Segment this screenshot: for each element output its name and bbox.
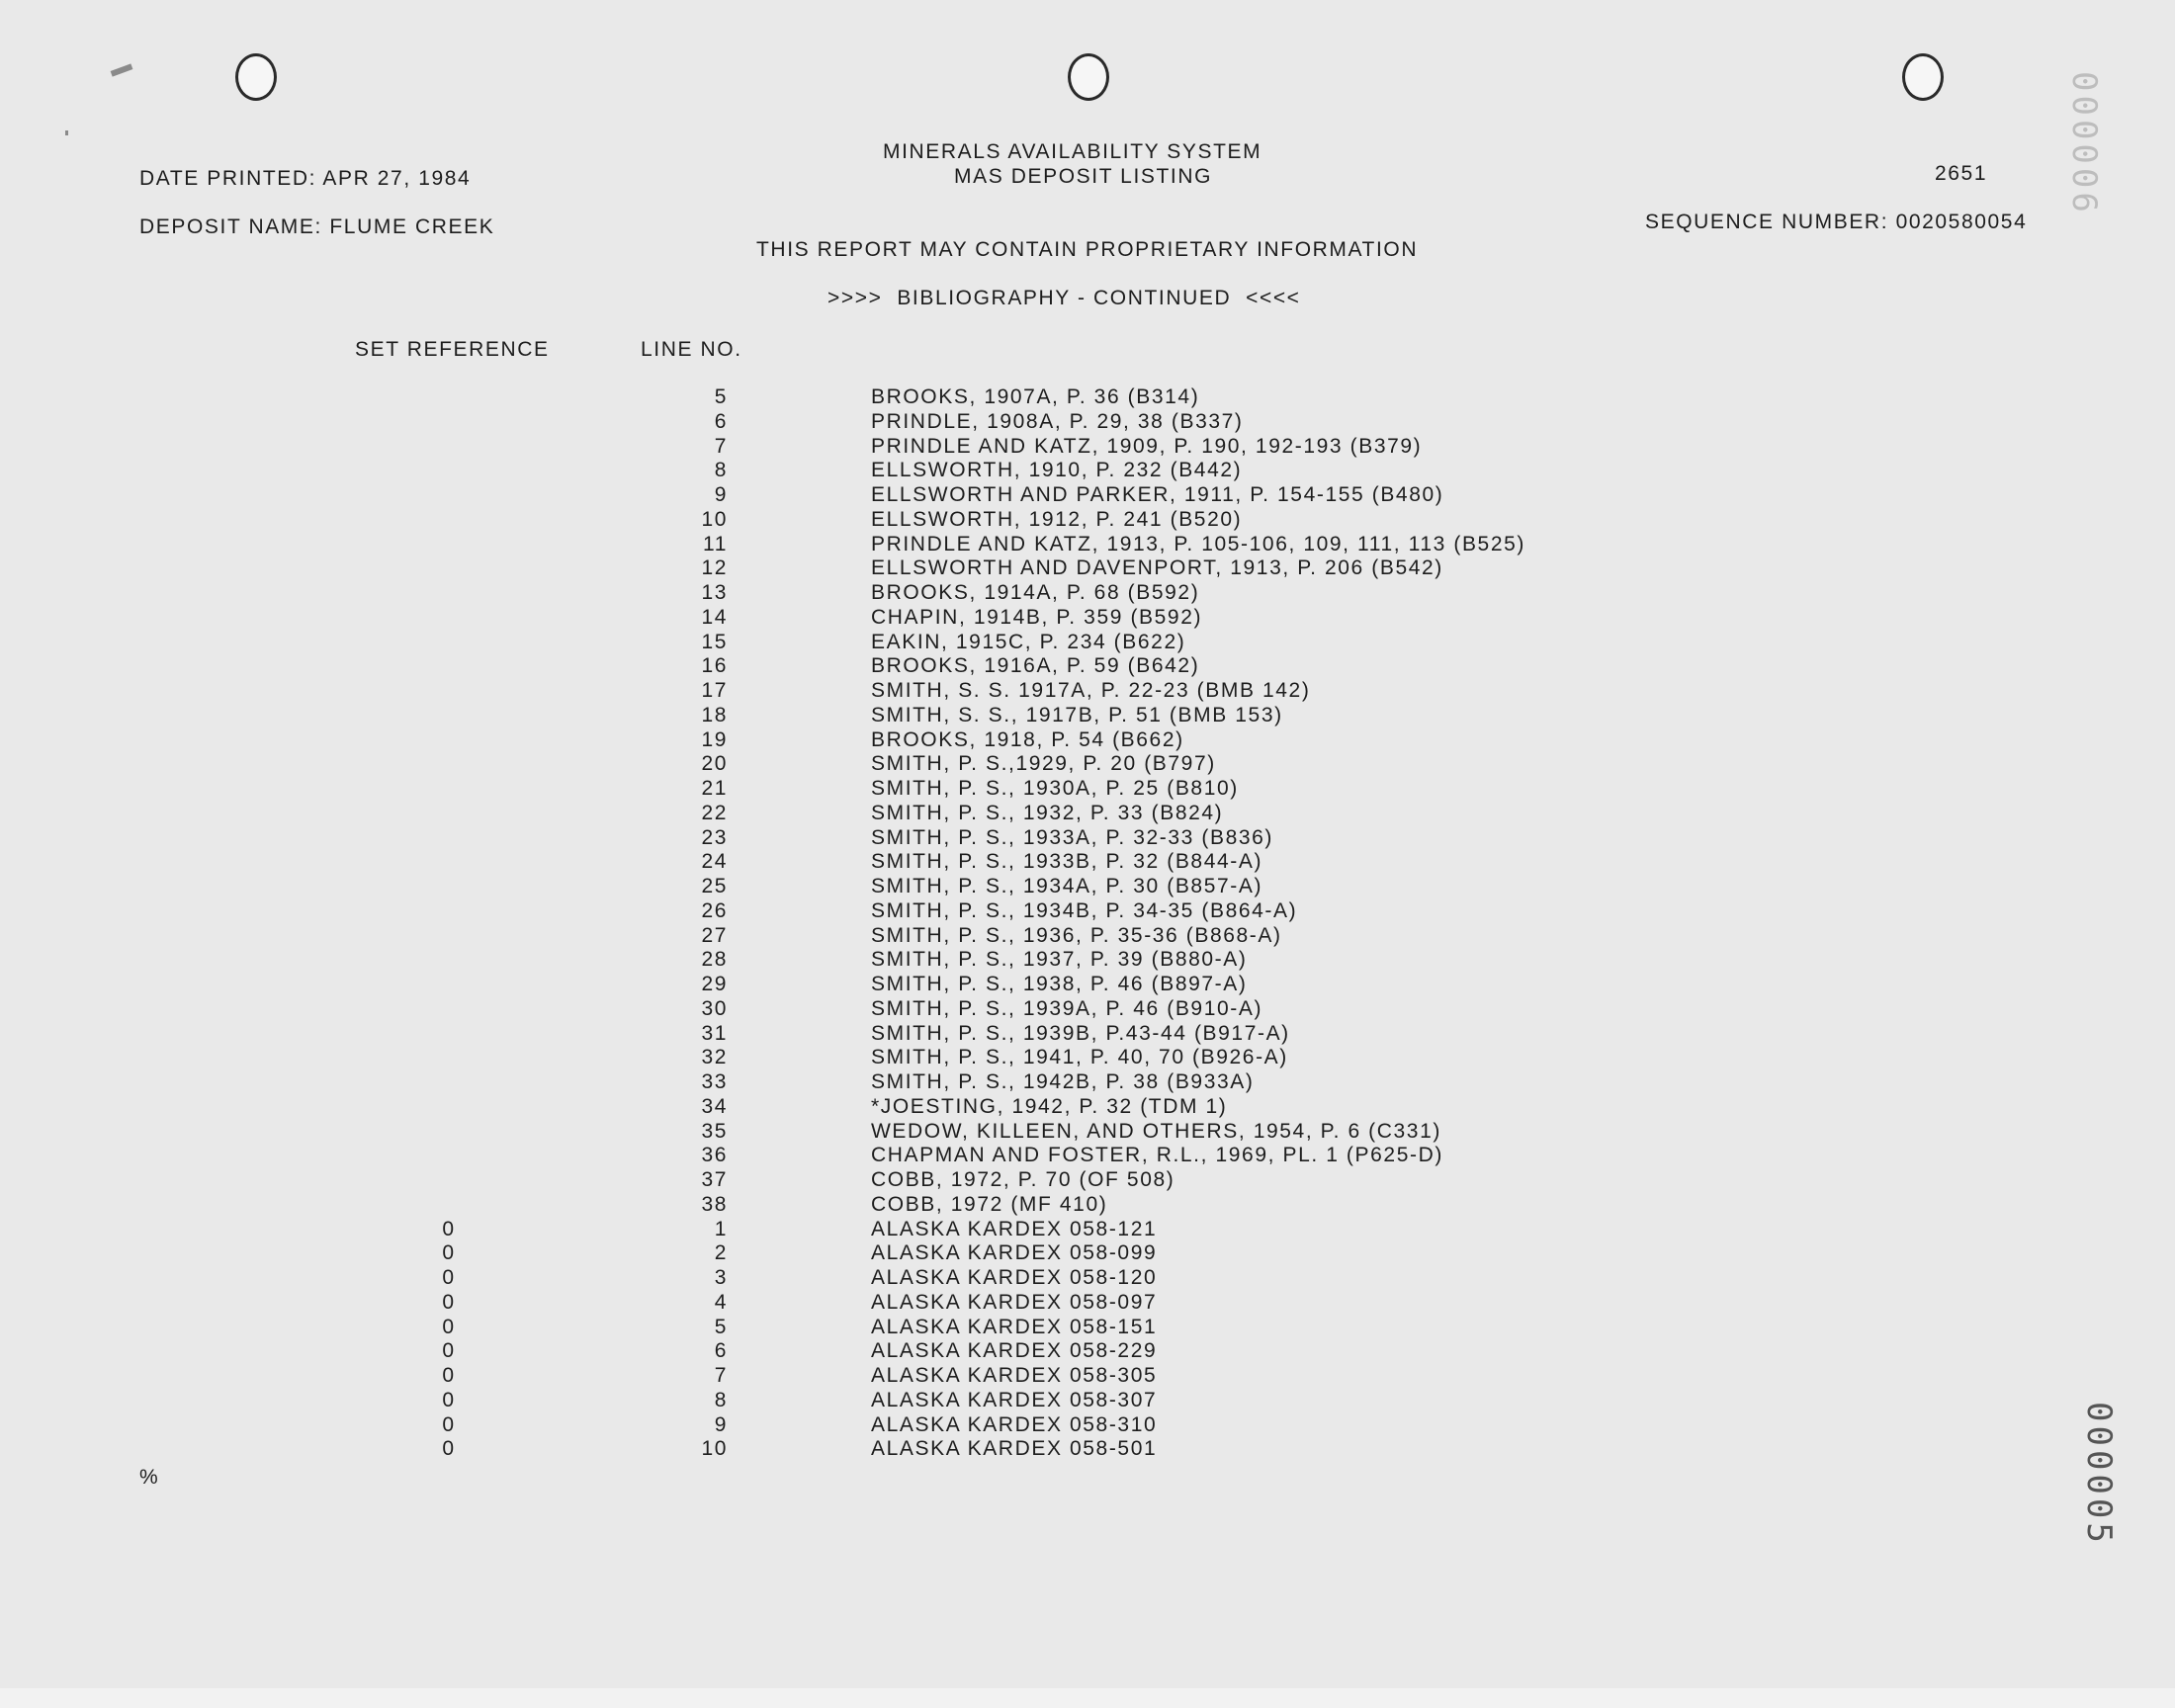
percent-mark: % xyxy=(139,1466,160,1489)
line-number-cell: 37 xyxy=(701,1168,728,1191)
line-number-cell: 22 xyxy=(701,801,728,824)
table-row xyxy=(0,849,1780,874)
table-row xyxy=(0,972,1780,996)
table-row xyxy=(0,1143,1780,1167)
line-number-cell: 5 xyxy=(714,1315,728,1338)
set-reference-cell: 0 xyxy=(442,1315,456,1338)
line-number-cell: 8 xyxy=(714,1388,728,1411)
set-reference-cell: 0 xyxy=(442,1339,456,1363)
table-row xyxy=(0,507,1780,532)
column-header-set-reference: SET REFERENCE xyxy=(355,338,550,361)
set-reference-cell: 0 xyxy=(442,1412,456,1436)
table-row xyxy=(0,996,1780,1021)
line-number-cell: 9 xyxy=(714,1412,728,1436)
citation-cell: SMITH, S. S., 1917B, P. 51 (BMB 153) xyxy=(871,703,1283,726)
citation-cell: ALASKA KARDEX 058-097 xyxy=(871,1290,1158,1314)
line-number-cell: 10 xyxy=(701,1437,728,1461)
system-title: MINERALS AVAILABILITY SYSTEM xyxy=(883,140,1262,163)
line-number-cell: 6 xyxy=(714,1339,728,1363)
citation-cell: SMITH, P. S., 1932, P. 33 (B824) xyxy=(871,801,1224,824)
punch-hole-center xyxy=(1068,53,1109,101)
table-row xyxy=(0,1045,1780,1069)
set-reference-cell: 0 xyxy=(442,1266,456,1289)
citation-cell: CHAPIN, 1914B, P. 359 (B592) xyxy=(871,605,1203,629)
line-number-cell: 18 xyxy=(701,703,728,726)
table-row xyxy=(0,653,1780,678)
set-reference-cell: 0 xyxy=(442,1217,456,1240)
line-number-cell: 36 xyxy=(701,1144,728,1167)
table-row xyxy=(0,1290,1780,1315)
citation-cell: ELLSWORTH, 1912, P. 241 (B520) xyxy=(871,507,1243,531)
table-row xyxy=(0,776,1780,801)
citation-cell: SMITH, P. S., 1939A, P. 46 (B910-A) xyxy=(871,996,1263,1020)
table-row xyxy=(0,1436,1780,1461)
line-number-cell: 3 xyxy=(714,1266,728,1289)
page-stamp-faint: 000006 xyxy=(2064,71,2104,216)
citation-cell: SMITH, P. S.,1929, P. 20 (B797) xyxy=(871,752,1216,776)
citation-cell: ALASKA KARDEX 058-501 xyxy=(871,1437,1158,1461)
line-number-cell: 38 xyxy=(701,1192,728,1216)
table-row xyxy=(0,434,1780,459)
line-number-cell: 16 xyxy=(701,654,728,678)
citation-cell: ELLSWORTH, 1910, P. 232 (B442) xyxy=(871,459,1243,482)
line-number-cell: 4 xyxy=(714,1290,728,1314)
citation-cell: ALASKA KARDEX 058-120 xyxy=(871,1266,1158,1289)
citation-cell: COBB, 1972, P. 70 (OF 508) xyxy=(871,1168,1175,1191)
line-number-cell: 17 xyxy=(701,679,728,702)
line-number-cell: 21 xyxy=(701,777,728,800)
line-number-cell: 6 xyxy=(714,409,728,433)
punch-hole-left xyxy=(235,53,277,101)
line-number-cell: 25 xyxy=(701,875,728,897)
table-row xyxy=(0,727,1780,752)
line-number-cell: 9 xyxy=(714,483,728,506)
table-row xyxy=(0,947,1780,972)
line-number-cell: 14 xyxy=(701,605,728,629)
table-row xyxy=(0,555,1780,580)
citation-cell: SMITH, P. S., 1934B, P. 34-35 (B864-A) xyxy=(871,898,1298,922)
line-number-cell: 28 xyxy=(701,948,728,972)
citation-cell: BROOKS, 1916A, P. 59 (B642) xyxy=(871,654,1200,678)
table-row xyxy=(0,1069,1780,1094)
line-number-cell: 23 xyxy=(701,825,728,849)
citation-cell: SMITH, P. S., 1939B, P.43-44 (B917-A) xyxy=(871,1021,1290,1045)
table-row xyxy=(0,532,1780,556)
table-row xyxy=(0,751,1780,776)
page-number: 2651 xyxy=(1935,162,1988,185)
citation-cell: ALASKA KARDEX 058-121 xyxy=(871,1217,1158,1240)
citation-cell: SMITH, P. S., 1938, P. 46 (B897-A) xyxy=(871,973,1248,995)
section-title: >>>> BIBLIOGRAPHY - CONTINUED <<<< xyxy=(827,287,1301,309)
table-row xyxy=(0,1315,1780,1339)
table-row xyxy=(0,409,1780,434)
line-number-cell: 2 xyxy=(714,1241,728,1265)
date-printed: DATE PRINTED: APR 27, 1984 xyxy=(139,167,472,190)
citation-cell: ALASKA KARDEX 058-307 xyxy=(871,1388,1158,1411)
citation-cell: BROOKS, 1918, P. 54 (B662) xyxy=(871,727,1184,751)
citation-cell: BROOKS, 1914A, P. 68 (B592) xyxy=(871,581,1200,604)
citation-cell: COBB, 1972 (MF 410) xyxy=(871,1192,1108,1216)
citation-cell: ALASKA KARDEX 058-305 xyxy=(871,1364,1158,1387)
citation-cell: SMITH, P. S., 1933A, P. 32-33 (B836) xyxy=(871,825,1274,849)
column-header-line-no: LINE NO. xyxy=(641,338,742,361)
table-row xyxy=(0,1363,1780,1388)
citation-cell: ALASKA KARDEX 058-310 xyxy=(871,1412,1158,1436)
citation-cell: SMITH, P. S., 1933B, P. 32 (B844-A) xyxy=(871,850,1263,874)
citation-cell: CHAPMAN AND FOSTER, R.L., 1969, PL. 1 (P625-D) xyxy=(871,1144,1443,1167)
citation-cell: PRINDLE AND KATZ, 1909, P. 190, 192-193 (B379) xyxy=(871,434,1423,458)
citation-cell: SMITH, P. S., 1942B, P. 38 (B933A) xyxy=(871,1070,1255,1093)
table-row xyxy=(0,1021,1780,1046)
page-stamp-number: 000005 xyxy=(2079,1402,2119,1547)
table-row xyxy=(0,458,1780,482)
citation-cell: *JOESTING, 1942, P. 32 (TDM 1) xyxy=(871,1094,1228,1118)
citation-cell: SMITH, P. S., 1934A, P. 30 (B857-A) xyxy=(871,875,1263,897)
table-row xyxy=(0,1119,1780,1144)
citation-cell: BROOKS, 1907A, P. 36 (B314) xyxy=(871,385,1200,408)
set-reference-cell: 0 xyxy=(442,1364,456,1387)
table-row xyxy=(0,1167,1780,1192)
table-row xyxy=(0,384,1780,409)
line-number-cell: 35 xyxy=(701,1119,728,1143)
table-row xyxy=(0,1412,1780,1437)
citation-cell: ALASKA KARDEX 058-099 xyxy=(871,1241,1158,1265)
sequence-number: SEQUENCE NUMBER: 0020580054 xyxy=(1645,211,2028,233)
citation-cell: ALASKA KARDEX 058-151 xyxy=(871,1315,1158,1338)
line-number-cell: 32 xyxy=(701,1046,728,1069)
table-row xyxy=(0,605,1780,630)
line-number-cell: 15 xyxy=(701,630,728,653)
line-number-cell: 12 xyxy=(701,556,728,580)
listing-title: MAS DEPOSIT LISTING xyxy=(954,165,1213,188)
line-number-cell: 34 xyxy=(701,1094,728,1118)
table-row xyxy=(0,482,1780,507)
citation-cell: SMITH, P. S., 1936, P. 35-36 (B868-A) xyxy=(871,923,1282,947)
table-row xyxy=(0,580,1780,605)
line-number-cell: 8 xyxy=(714,459,728,482)
table-row xyxy=(0,1388,1780,1412)
line-number-cell: 5 xyxy=(714,385,728,408)
table-row xyxy=(0,1094,1780,1119)
table-row xyxy=(0,678,1780,703)
line-number-cell: 24 xyxy=(701,850,728,874)
proprietary-notice: THIS REPORT MAY CONTAIN PROPRIETARY INFORMATION xyxy=(756,238,1419,261)
table-row xyxy=(0,1217,1780,1241)
set-reference-cell: 0 xyxy=(442,1241,456,1265)
table-row xyxy=(0,703,1780,727)
line-number-cell: 7 xyxy=(714,1364,728,1387)
stray-mark xyxy=(111,63,133,76)
citation-cell: PRINDLE AND KATZ, 1913, P. 105-106, 109, 111, 113 (B525) xyxy=(871,532,1525,555)
citation-cell: WEDOW, KILLEEN, AND OTHERS, 1954, P. 6 (C331) xyxy=(871,1119,1441,1143)
deposit-name: DEPOSIT NAME: FLUME CREEK xyxy=(139,215,495,238)
citation-cell: ELLSWORTH AND DAVENPORT, 1913, P. 206 (B542) xyxy=(871,556,1443,580)
citation-cell: SMITH, S. S. 1917A, P. 22-23 (BMB 142) xyxy=(871,679,1311,702)
line-number-cell: 11 xyxy=(703,532,728,555)
line-number-cell: 20 xyxy=(701,752,728,776)
table-row xyxy=(0,801,1780,825)
set-reference-cell: 0 xyxy=(442,1437,456,1461)
citation-cell: SMITH, P. S., 1937, P. 39 (B880-A) xyxy=(871,948,1248,972)
citation-cell: EAKIN, 1915C, P. 234 (B622) xyxy=(871,630,1186,653)
citation-cell: PRINDLE, 1908A, P. 29, 38 (B337) xyxy=(871,409,1244,433)
line-number-cell: 1 xyxy=(714,1217,728,1240)
line-number-cell: 26 xyxy=(701,898,728,922)
table-row xyxy=(0,1265,1780,1290)
line-number-cell: 19 xyxy=(701,727,728,751)
set-reference-cell: 0 xyxy=(442,1388,456,1411)
citation-cell: ALASKA KARDEX 058-229 xyxy=(871,1339,1158,1363)
line-number-cell: 29 xyxy=(701,973,728,995)
line-number-cell: 10 xyxy=(701,507,728,531)
line-number-cell: 13 xyxy=(701,581,728,604)
table-row xyxy=(0,825,1780,850)
table-row xyxy=(0,1338,1780,1363)
citation-cell: SMITH, P. S., 1930A, P. 25 (B810) xyxy=(871,777,1239,800)
line-number-cell: 30 xyxy=(701,996,728,1020)
table-row xyxy=(0,923,1780,948)
table-row xyxy=(0,630,1780,654)
table-row xyxy=(0,898,1780,923)
table-row xyxy=(0,1240,1780,1265)
line-number-cell: 33 xyxy=(701,1070,728,1093)
set-reference-cell: 0 xyxy=(442,1290,456,1314)
stray-mark xyxy=(65,130,68,135)
citation-cell: SMITH, P. S., 1941, P. 40, 70 (B926-A) xyxy=(871,1046,1288,1069)
line-number-cell: 27 xyxy=(701,923,728,947)
citation-cell: ELLSWORTH AND PARKER, 1911, P. 154-155 (B480) xyxy=(871,483,1444,506)
table-row xyxy=(0,1192,1780,1217)
table-row xyxy=(0,874,1780,898)
line-number-cell: 7 xyxy=(714,434,728,458)
line-number-cell: 31 xyxy=(701,1021,728,1045)
punch-hole-right xyxy=(1902,53,1944,101)
